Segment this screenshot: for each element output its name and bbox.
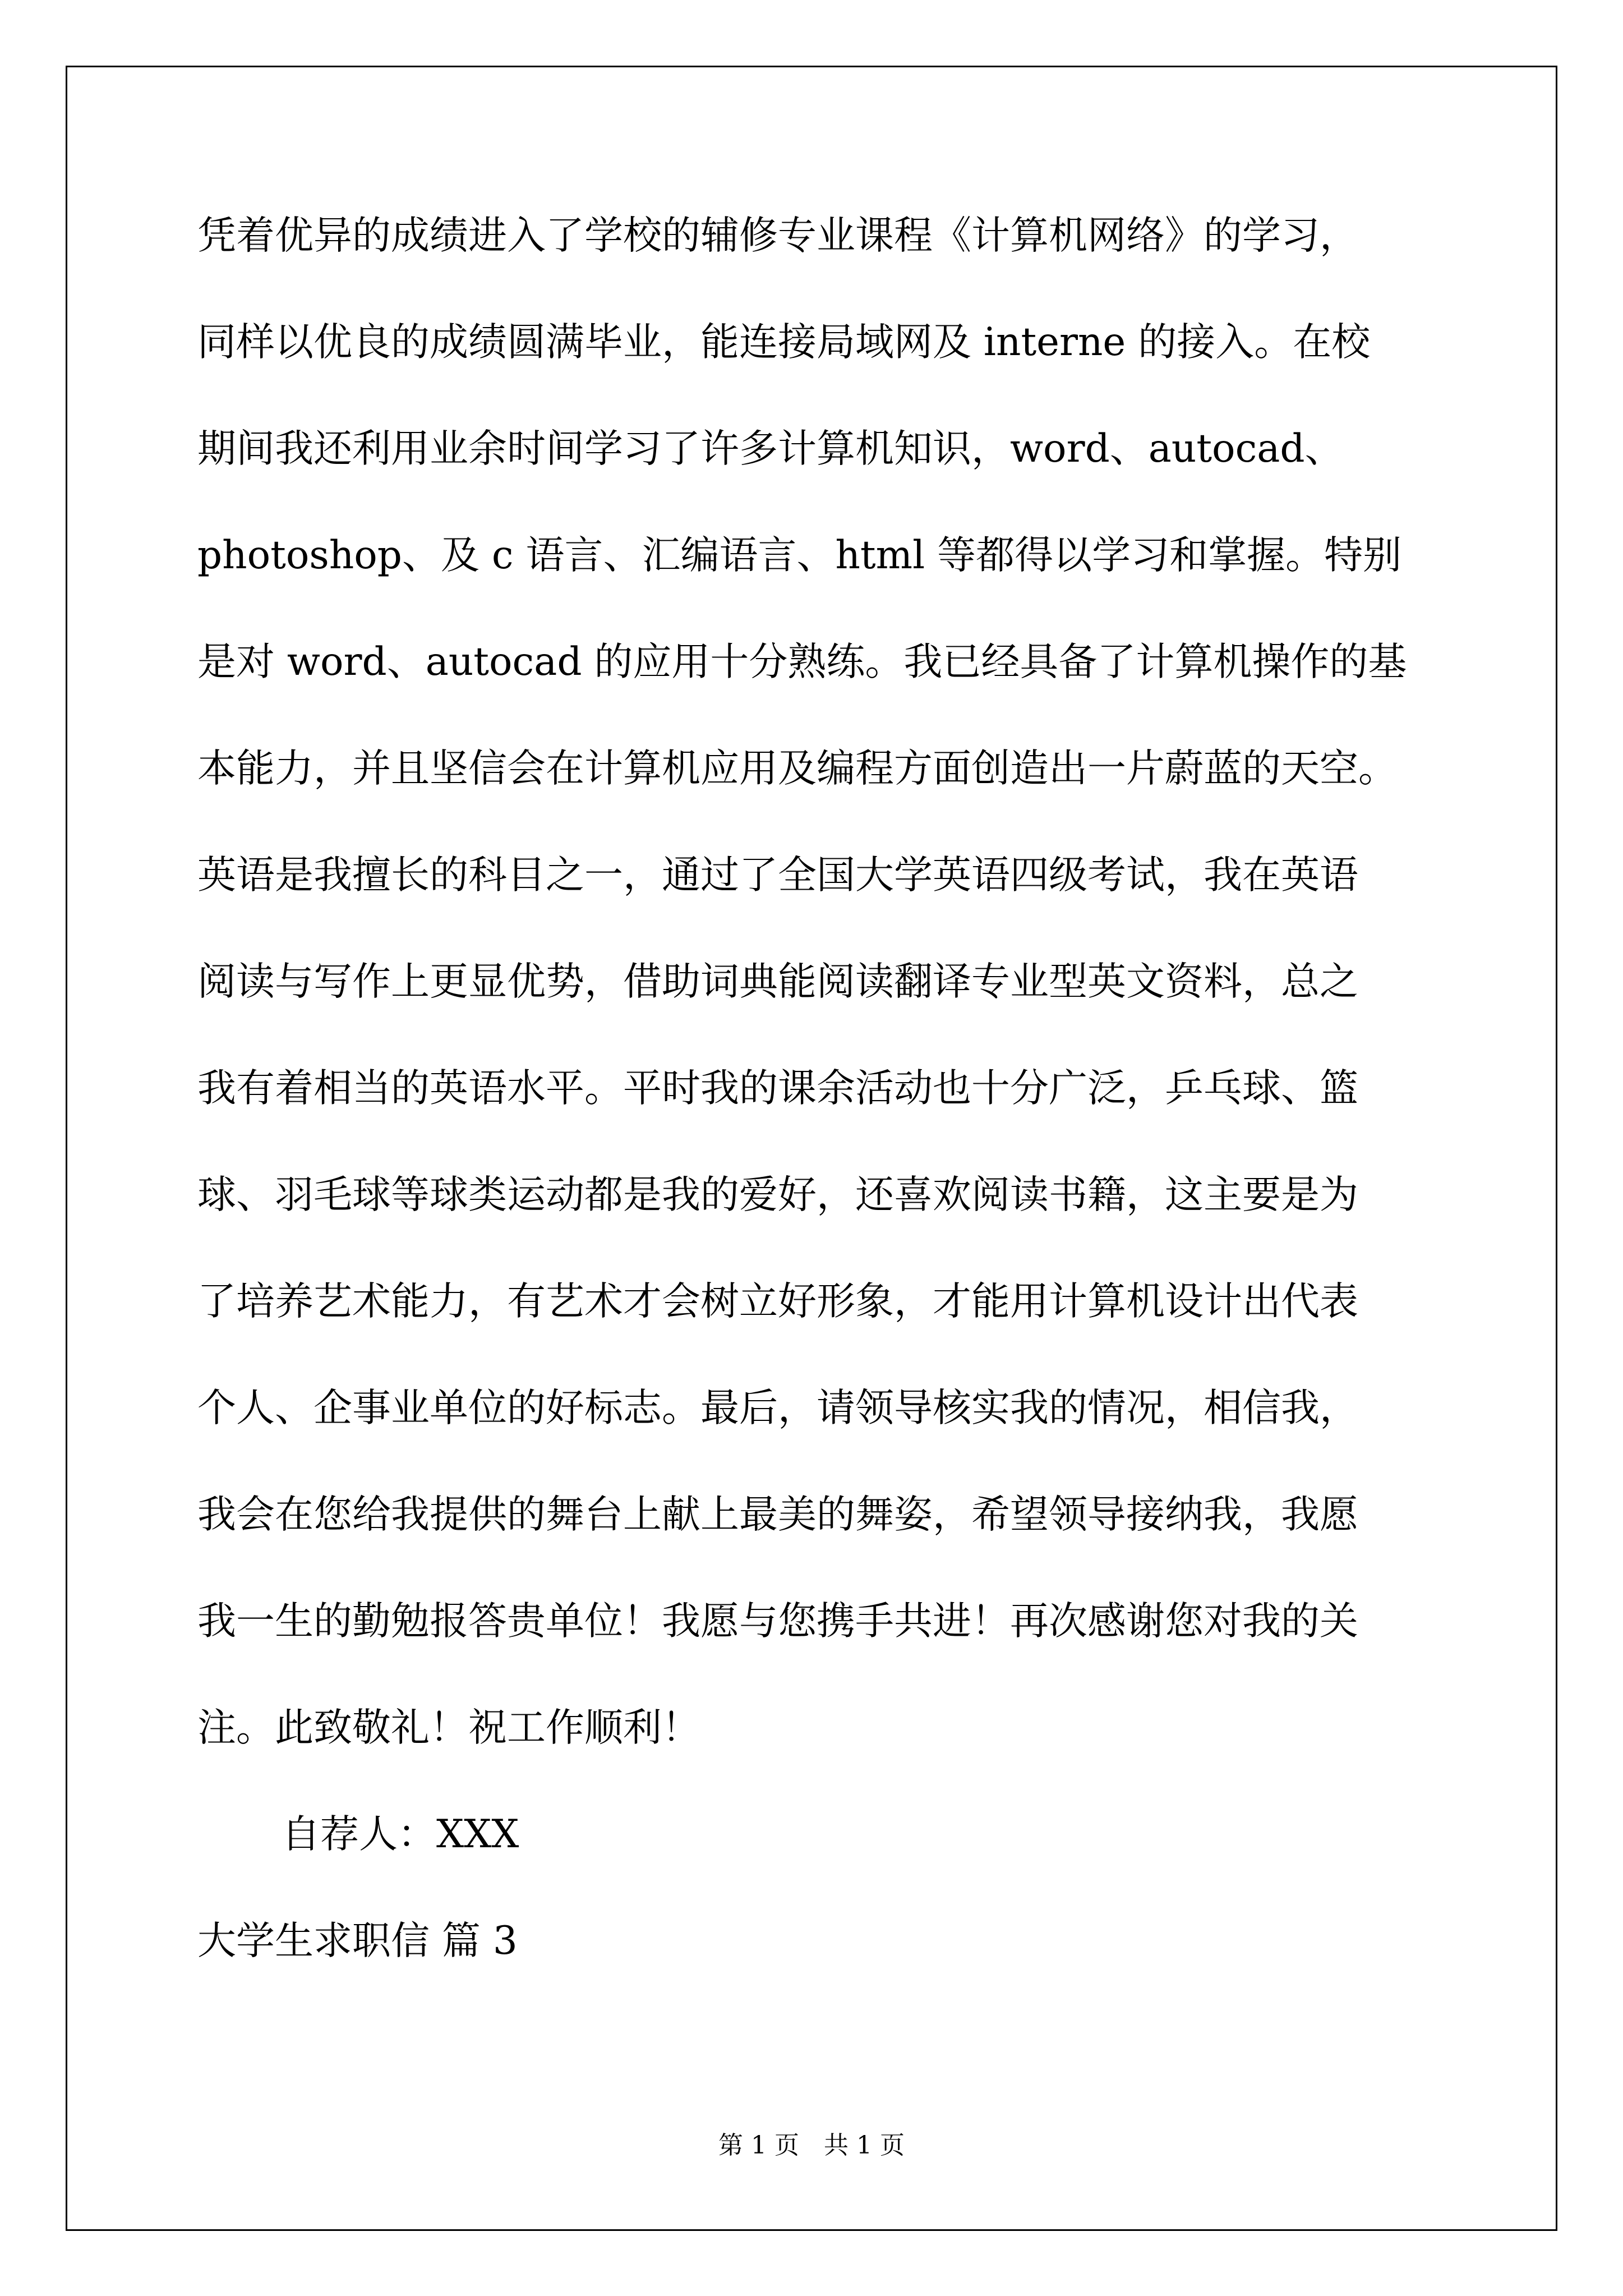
page-footer: 第 1 页 共 1 页 <box>718 2131 905 2160</box>
body-line: 我一生的勤勉报答贵单位！我愿与您携手共进！再次感谢您对我的关 <box>197 1599 1358 1644</box>
body-line: 凭着优异的成绩进入了学校的辅修专业课程《计算机网络》的学习， <box>197 213 1358 258</box>
body-line: 英语是我擅长的科目之一，通过了全国大学英语四级考试，我在英语 <box>197 853 1358 898</box>
body-line: photoshop、及 c 语言、汇编语言、html 等都得以学习和掌握。特别 <box>197 533 1402 578</box>
body-line: 我有着相当的英语水平。平时我的课余活动也十分广泛，乒乓球、篮 <box>197 1066 1358 1111</box>
body-line: 了培养艺术能力，有艺术才会树立好形象，才能用计算机设计出代表 <box>197 1279 1358 1324</box>
body-line: 同样以优良的成绩圆满毕业，能连接局域网及 interne 的接入。在校 <box>197 320 1371 365</box>
body-line: 阅读与写作上更显优势，借助词典能阅读翻译专业型英文资料，总之 <box>197 959 1358 1004</box>
body-line: 我会在您给我提供的舞台上献上最美的舞姿，希望领导接纳我，我愿 <box>197 1492 1358 1537</box>
signature: 自荐人：XXX <box>282 1812 519 1857</box>
body-line: 个人、企事业单位的好标志。最后，请领导核实我的情况，相信我， <box>197 1386 1358 1430</box>
section-heading: 大学生求职信 篇 3 <box>197 1918 518 1963</box>
body-line: 是对 word、autocad 的应用十分熟练。我已经具备了计算机操作的基 <box>197 639 1407 684</box>
body-line: 本能力，并且坚信会在计算机应用及编程方面创造出一片蔚蓝的天空。 <box>197 746 1397 791</box>
body-line: 球、羽毛球等球类运动都是我的爱好，还喜欢阅读书籍，这主要是为 <box>197 1172 1358 1217</box>
body-line: 期间我还利用业余时间学习了许多计算机知识，word、autocad、 <box>197 426 1344 471</box>
letter-body <box>197 213 1487 2025</box>
body-line: 注。此致敬礼！祝工作顺利！ <box>197 1705 700 1750</box>
